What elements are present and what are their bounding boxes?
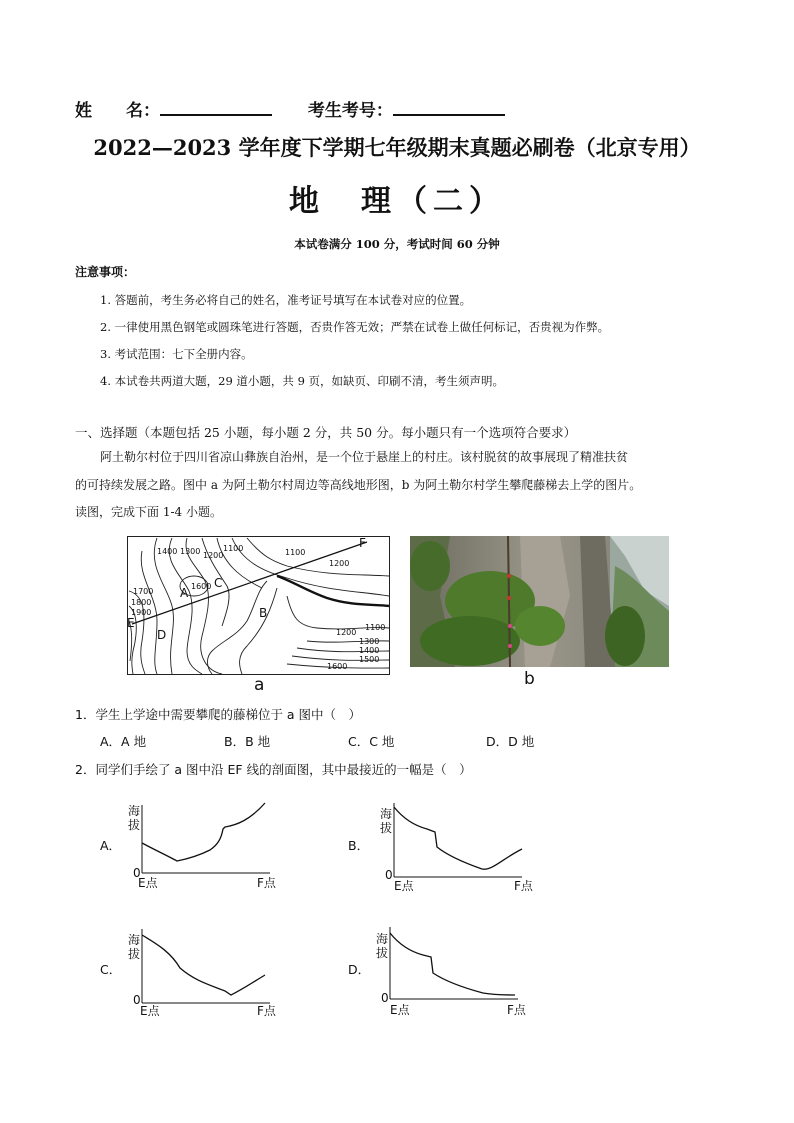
svg-text:F: F (359, 536, 366, 550)
svg-text:1300: 1300 (180, 547, 201, 556)
zero-label: 0 (381, 991, 389, 1005)
x-end-label: F点 (514, 879, 533, 893)
question-2-stem: 2．同学们手绘了 a 图中沿 EF 线的剖面图，其中最接近的一幅是（ ） (75, 762, 472, 777)
figure-a-caption: a (254, 675, 265, 695)
subject-title: 地 理（二） (289, 184, 505, 219)
contour-map (127, 536, 391, 676)
svg-text:1400: 1400 (157, 547, 178, 556)
zero-label: 0 (133, 993, 141, 1007)
passage-line: 的可持续发展之路。图中 a 为阿土勒尔村周边等高线地形图，b 为阿土勒尔村学生攀爬藤梯去上学的图片。 (75, 478, 642, 492)
svg-text:1100: 1100 (365, 623, 386, 632)
svg-text:1100: 1100 (285, 548, 306, 557)
notice-item: 1. 答题前，考生务必将自己的姓名，准考证号填写在本试卷对应的位置。 (100, 293, 472, 307)
svg-text:1600: 1600 (191, 582, 212, 591)
x-end-label: F点 (507, 1003, 526, 1017)
x-start-label: E点 (390, 1003, 410, 1017)
y-axis-label: 拔 (380, 821, 393, 835)
notice-item: 2. 一律使用黑色钢笔或圆珠笔进行答题，否贵作答无效；严禁在试卷上做任何标记，否贵视为作弊。 (100, 320, 610, 334)
svg-text:1600: 1600 (327, 662, 348, 671)
svg-text:E: E (127, 616, 135, 630)
figure-b-caption: b (524, 669, 535, 689)
exam-number-label: 考生考号： (307, 101, 393, 121)
section-heading: 一、选择题（本题包括 25 小题，每小题 2 分，共 50 分。每小题只有一个选项符合要求） (75, 425, 577, 440)
q2-option-b[interactable]: B． (348, 838, 370, 853)
x-start-label: E点 (394, 879, 414, 893)
svg-text:C: C (214, 576, 223, 590)
y-axis-label: 拔 (128, 818, 141, 832)
svg-text:1200: 1200 (336, 628, 357, 637)
q1-option-a[interactable]: A．A 地 (100, 734, 147, 749)
name-label: 姓 名： (75, 101, 160, 121)
svg-text:B: B (259, 606, 268, 620)
svg-text:1400: 1400 (359, 646, 380, 655)
notice-heading: 注意事项： (75, 265, 136, 279)
svg-text:1500: 1500 (359, 655, 380, 664)
passage-line: 阿土勒尔村位于四川省凉山彝族自治州，是一个位于悬崖上的村庄。该村脱贫的故事展现了精准扶贫 (100, 450, 629, 464)
zero-label: 0 (133, 866, 141, 880)
svg-text:1200: 1200 (329, 559, 350, 568)
svg-text:1200: 1200 (203, 551, 224, 560)
name-field[interactable] (160, 96, 272, 116)
x-start-label: E点 (138, 876, 158, 890)
svg-text:1900: 1900 (131, 608, 152, 617)
y-axis-label: 海 (128, 804, 141, 818)
q2-option-a[interactable]: A． (100, 838, 122, 853)
zero-label: 0 (385, 868, 393, 882)
y-axis-label: 拔 (376, 946, 389, 960)
question-1-stem: 1．学生上学途中需要攀爬的藤梯位于 a 图中（ ） (75, 707, 362, 722)
x-start-label: E点 (140, 1004, 160, 1018)
svg-text:1100: 1100 (223, 544, 244, 553)
student-info-row (75, 96, 505, 121)
exam-info: 本试卷满分 100 分，考试时间 60 分钟 (294, 237, 500, 251)
passage-line: 读图，完成下面 1-4 小题。 (75, 505, 222, 519)
svg-text:A: A (180, 586, 189, 600)
q1-option-b[interactable]: B．B 地 (224, 734, 271, 749)
exam-title: 2022—2023 学年度下学期七年级期末真题必刷卷（北京专用） (93, 135, 701, 160)
q1-option-d[interactable]: D．D 地 (486, 734, 535, 749)
y-axis-label: 海 (128, 933, 141, 947)
y-axis-label: 海 (380, 807, 393, 821)
y-axis-label: 拔 (128, 947, 141, 961)
svg-text:D: D (157, 628, 167, 642)
svg-text:1700: 1700 (133, 587, 154, 596)
q2-option-c[interactable]: C． (100, 962, 122, 977)
svg-text:1800: 1800 (131, 598, 152, 607)
svg-text:1300: 1300 (359, 637, 380, 646)
x-end-label: F点 (257, 876, 276, 890)
q2-option-d[interactable]: D． (348, 962, 371, 977)
x-end-label: F点 (257, 1004, 276, 1018)
notice-item: 4. 本试卷共两道大题，29 道小题，共 9 页，如缺页、印刷不清，考生须声明。 (100, 374, 505, 388)
exam-number-field[interactable] (393, 96, 505, 116)
notice-item: 3. 考试范围：七下全册内容。 (100, 347, 253, 361)
q1-option-c[interactable]: C．C 地 (348, 734, 395, 749)
y-axis-label: 海 (376, 932, 389, 946)
cliff-photo (410, 536, 669, 667)
